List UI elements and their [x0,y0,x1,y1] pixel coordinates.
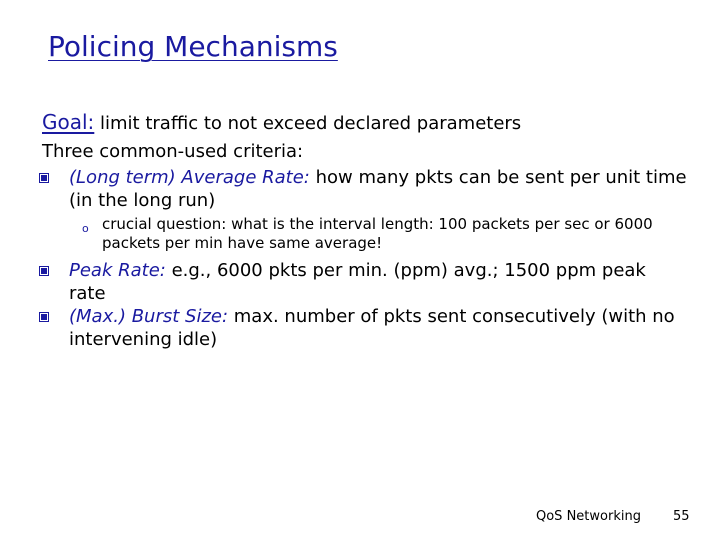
bullet-average-rate [69,166,689,212]
square-bullet-icon [39,312,49,322]
goal-line [42,110,521,134]
footer-label: QoS Networking [536,509,641,524]
bullet-burst-size [69,305,689,351]
intro-line: Three common-used criteria: [42,141,304,162]
bullet-term: (Long term) Average Rate: [69,167,310,188]
square-bullet-icon [39,266,49,276]
circle-bullet-icon: o [82,222,89,235]
bullet-text: max. number of pkts sent consecutively (with no intervening idle) [69,306,675,350]
square-bullet-icon [39,173,49,183]
bullet-peak-rate [69,259,669,305]
bullet-term: (Max.) Burst Size: [69,306,229,327]
slide-title: Policing Mechanisms [48,30,338,63]
bullet-text: e.g., 6000 pkts per min. (ppm) avg.; 1500 ppm peak rate [69,260,646,304]
bullet-term: Peak Rate: [69,260,166,281]
sub-bullet-text: crucial question: what is the interval length: 100 packets per sec or 6000 packets per min have same average! [102,215,653,252]
goal-text: limit traffic to not exceed declared parameters [94,113,522,134]
sub-bullet-interval [82,215,702,253]
bullet-text: how many pkts can be sent per unit time (in the long run) [69,167,687,211]
page-number: 55 [673,509,690,524]
goal-label: Goal: [42,110,95,134]
